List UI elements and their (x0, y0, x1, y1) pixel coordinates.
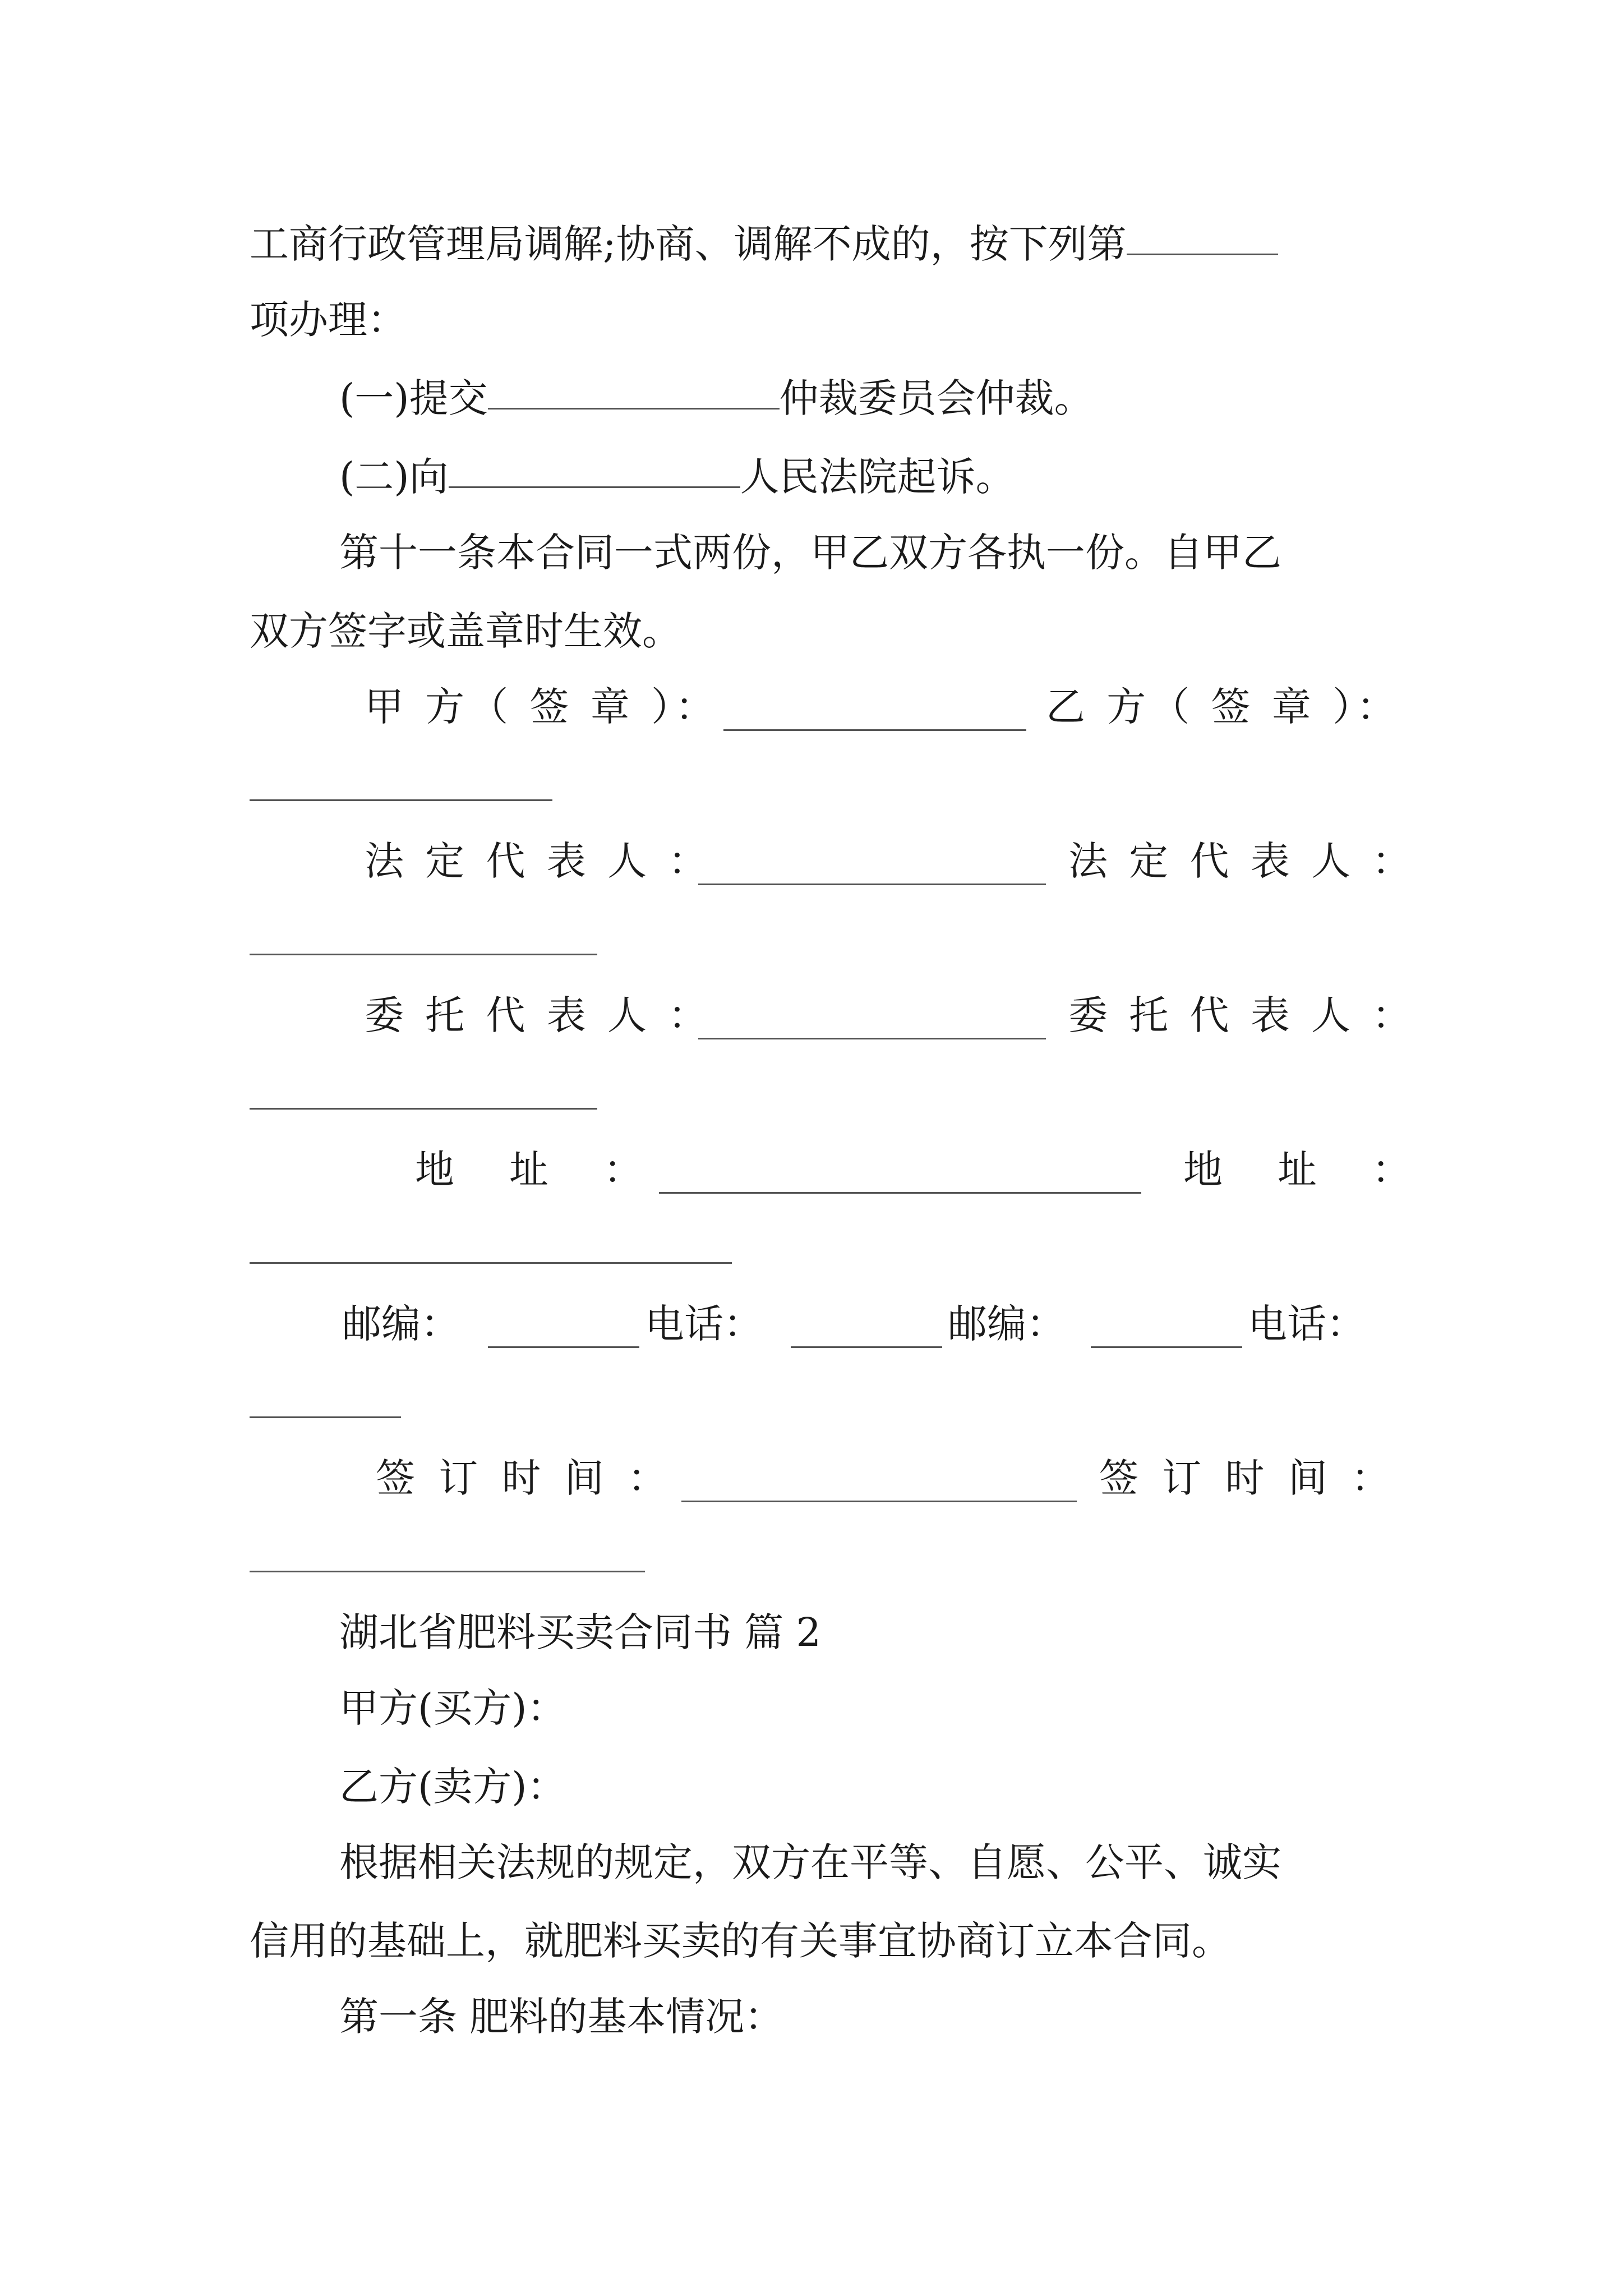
agent-a-blank[interactable] (698, 1038, 1046, 1039)
intro-line: 信用的基础上，就肥料买卖的有关事宜协商订立本合同。 (250, 1918, 1231, 1964)
legal-rep-b-blank[interactable] (250, 954, 597, 955)
address-b-blank[interactable] (250, 1262, 732, 1264)
signing-date-b-label: 签 订 时 间 ： (1099, 1455, 1396, 1501)
postcode-a-label: 邮编： (342, 1301, 460, 1347)
article-11-line (250, 603, 681, 659)
seller-label: 乙方(卖方)： (339, 1764, 566, 1810)
party-a-seal-blank[interactable] (723, 729, 1026, 731)
postcode-b-label: 邮编： (948, 1301, 1066, 1347)
court-option (339, 449, 1015, 505)
legal-rep-a-blank[interactable] (698, 884, 1046, 885)
buyer-label: 甲方(买方)： (339, 1685, 566, 1731)
option-one-tail: 仲裁委员会仲裁。 (779, 375, 1094, 421)
legal-rep-b-label: 法 定 代 表 人 ： (1068, 838, 1416, 884)
signing-date-a-label: 签 订 时 间 ： (376, 1455, 673, 1501)
item-number-blank[interactable] (1127, 254, 1278, 255)
option-one-label: (一)提交 (339, 375, 488, 421)
dispute-clause-text: 工商行政管理局调解;协商、调解不成的，按下列第 (250, 221, 1127, 267)
agent-a-label: 委 托 代 表 人 ： (365, 992, 712, 1038)
address-b-label: 地 址 ： (1183, 1147, 1419, 1193)
postcode-b-blank[interactable] (1091, 1346, 1242, 1348)
article-11-line (339, 524, 1281, 581)
arbitration-option (339, 370, 1094, 426)
paragraph-line (250, 292, 407, 348)
section-heading: 湖北省肥料买卖合同书 篇 2 (339, 1609, 822, 1655)
party-a-seal-label: 甲 方（ 签 章 ）： (365, 684, 720, 730)
intro-line: 根据相关法规的规定，双方在平等、自愿、公平、诚实 (339, 1839, 1281, 1885)
article-1-heading: 第一条 肥料的基本情况： (339, 1994, 784, 2040)
party-b-seal-blank[interactable] (250, 799, 552, 801)
signing-date-b-blank[interactable] (250, 1571, 645, 1572)
phone-a-blank[interactable] (791, 1346, 942, 1348)
address-a-label: 地 址 ： (415, 1147, 651, 1193)
phone-b-blank[interactable] (250, 1416, 401, 1418)
signing-date-a-blank[interactable] (681, 1501, 1077, 1502)
article-11-text: 第十一条本合同一式两份，甲乙双方各执一份。自甲乙 (339, 530, 1281, 576)
postcode-a-blank[interactable] (488, 1346, 639, 1348)
phone-b-label: 电话： (1248, 1301, 1366, 1347)
arbitration-committee-blank[interactable] (488, 408, 780, 409)
option-two-tail: 人民法院起诉。 (740, 454, 1015, 500)
paragraph-line (250, 216, 1278, 272)
legal-rep-a-label: 法 定 代 表 人 ： (365, 838, 712, 884)
party-b-seal-label: 乙 方（ 签 章 ）： (1046, 684, 1401, 730)
option-two-label: (二)向 (339, 454, 449, 500)
article-11-text-cont: 双方签字或盖章时生效。 (250, 608, 681, 654)
agent-b-blank[interactable] (250, 1108, 597, 1110)
court-blank[interactable] (449, 486, 740, 488)
agent-b-label: 委 托 代 表 人 ： (1068, 992, 1416, 1038)
address-a-blank[interactable] (659, 1192, 1141, 1194)
phone-a-label: 电话： (645, 1301, 763, 1347)
handling-text: 项办理： (250, 297, 407, 343)
